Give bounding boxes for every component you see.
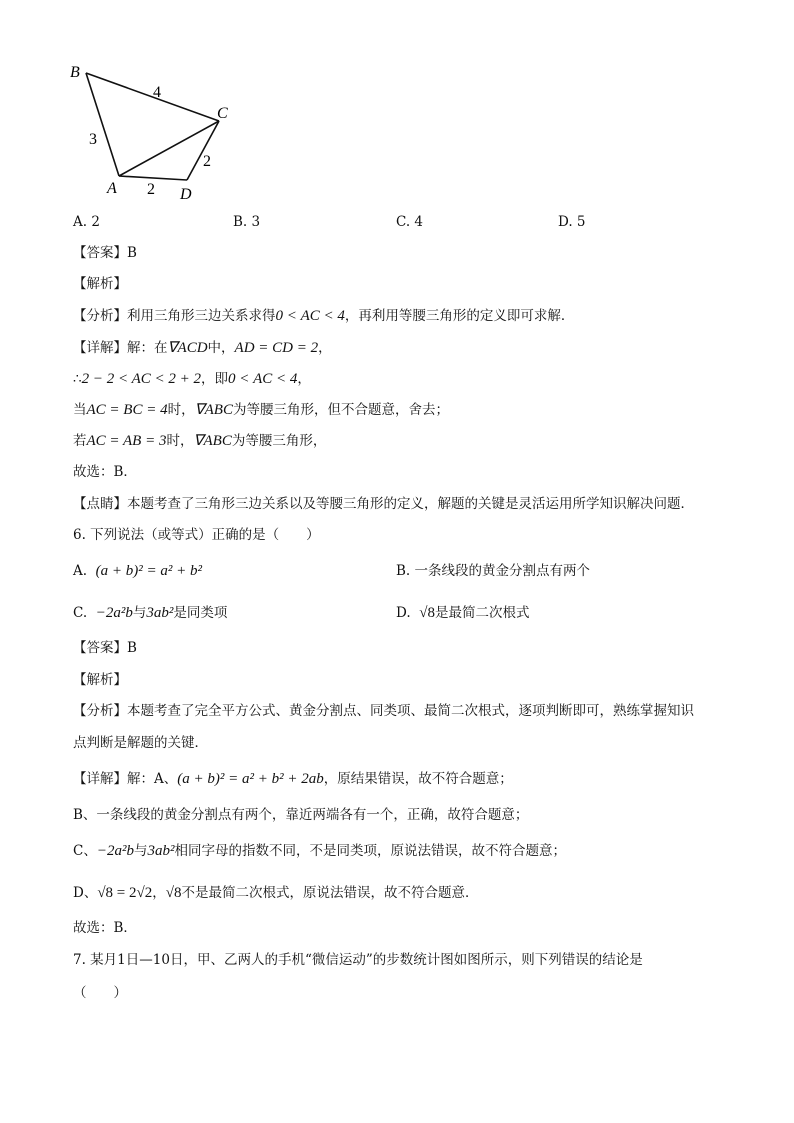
edge-ab-length: 3 — [89, 131, 97, 148]
option-label: C. — [73, 605, 88, 621]
q6-answer — [73, 638, 137, 658]
q6-option-b: B. 一条线段的黄金分割点有两个 — [396, 563, 591, 579]
text: ， — [318, 340, 332, 356]
vertex-b-label: B — [70, 64, 80, 81]
text: 相同字母的指数不同，不是同类项，原说法错误，故不符合题意； — [174, 843, 566, 859]
math: 0 < AC < 4 — [227, 371, 298, 387]
text: 中， — [207, 340, 235, 356]
q5-conclusion: 故选：B． — [73, 464, 137, 480]
math: AC = BC = 4 — [86, 402, 168, 418]
edge-bc-length: 4 — [153, 84, 161, 101]
math: (a + b)² = a² + b² — [95, 563, 202, 579]
q5-option-c: C. 4 — [396, 214, 424, 230]
vertex-c-label: C — [217, 105, 228, 122]
q5-detail-line-1 — [73, 338, 332, 358]
answer-value: B — [127, 245, 137, 261]
q5-option-a: A. 2 — [73, 214, 100, 230]
dianjing-tag: 【点睛】 — [73, 496, 127, 512]
therefore-symbol: ∴ — [73, 371, 82, 387]
text: 解：A、 — [127, 771, 178, 787]
text: 与 — [133, 843, 148, 859]
text: 当 — [73, 402, 87, 418]
xiangjie-tag: 【详解】 — [73, 771, 127, 787]
q7-stem-line-2: （ ） — [73, 985, 127, 1001]
q6-detail-d — [73, 883, 479, 903]
q5-detail-line-2 — [73, 369, 311, 389]
text: 时， — [167, 402, 195, 418]
q5-option-d: D. 5 — [558, 214, 586, 230]
text: 与 — [132, 605, 147, 621]
q6-detail-b: B、一条线段的黄金分割点有两个，靠近两端各有一个，正确，故符合题意； — [73, 807, 529, 823]
text: 不是最简二次根式，原说法错误，故不符合题意． — [181, 885, 479, 901]
q7-stem-line-1: 7. 某月1日—10日，甲、乙两人的手机“微信运动”的步数统计图如图所示，则下列错误的结论是 — [73, 952, 643, 968]
q5-detail-line-3 — [73, 400, 449, 420]
xiangjie-tag: 【详解】 — [73, 340, 127, 356]
vertex-a-label: A — [107, 180, 117, 197]
math: −2a²b — [95, 605, 133, 621]
text: ， — [152, 885, 166, 901]
math: √8 — [165, 885, 182, 901]
q5-answer — [73, 243, 137, 263]
math: 3ab² — [147, 843, 175, 859]
q5-detail-line-4 — [73, 431, 326, 451]
q6-conclusion: 故选：B． — [73, 920, 137, 936]
q5-analysis-tag: 【解析】 — [73, 276, 127, 292]
answer-tag: 【答案】 — [73, 640, 127, 656]
text: 若 — [73, 433, 87, 449]
option-label: A. — [73, 563, 88, 579]
q6-option-d — [396, 603, 529, 623]
text: 是最简二次根式 — [434, 605, 530, 621]
edge-cd-length: 2 — [203, 153, 211, 170]
text: ，即 — [200, 371, 228, 387]
fenxi-math: 0 < AC < 4 — [275, 308, 345, 324]
quadrilateral-figure — [0, 0, 794, 210]
fenxi-tag: 【分析】 — [73, 703, 127, 719]
text: C、 — [73, 843, 97, 859]
math: 2 − 2 < AC < 2 + 2 — [81, 371, 201, 387]
q6-analysis-tag: 【解析】 — [73, 672, 127, 688]
fenxi-text: 本题考查了完全平方公式、黄金分割点、同类项、最简二次根式，逐项判断即可，熟练掌握知识 — [127, 703, 694, 719]
math: √8 = 2√2 — [97, 885, 153, 901]
math: AC = AB = 3 — [86, 433, 167, 449]
edge-ad-length: 2 — [147, 181, 155, 198]
text: ，原结果错误，故不符合题意； — [323, 771, 513, 787]
text: 为等腰三角形，但不合题意，舍去； — [232, 402, 449, 418]
q6-fenxi-line-2: 点判断是解题的关键． — [73, 735, 208, 751]
text: 时， — [166, 433, 194, 449]
math: ∇ABC — [194, 402, 233, 418]
fenxi-text-2: ，再利用等腰三角形的定义即可求解． — [344, 308, 575, 324]
q6-option-c — [73, 603, 227, 623]
math: AD = CD = 2 — [234, 340, 319, 356]
answer-value: B — [127, 640, 137, 656]
q6-stem: 6. 下列说法（或等式）正确的是（ ） — [73, 527, 320, 543]
q6-option-a — [73, 561, 202, 581]
math: ∇ABC — [193, 433, 232, 449]
edge-ba — [86, 73, 119, 176]
edge-ad — [119, 176, 187, 180]
dianjing-text: 本题考查了三角形三边关系以及等腰三角形的定义，解题的关键是灵活运用所学知识解决问题． — [127, 496, 694, 512]
math: 3ab² — [146, 605, 174, 621]
text: 解：在 — [127, 340, 168, 356]
text: D、 — [73, 885, 98, 901]
math: −2a²b — [96, 843, 134, 859]
text: 为等腰三角形， — [231, 433, 327, 449]
math: √8 — [419, 605, 435, 621]
math: ∇ACD — [167, 340, 208, 356]
option-label: D. — [396, 605, 411, 621]
q6-detail-a — [73, 769, 513, 789]
answer-tag: 【答案】 — [73, 245, 127, 261]
text: 是同类项 — [173, 605, 228, 621]
q5-fenxi — [73, 306, 574, 326]
q5-dianjing — [73, 494, 694, 514]
q5-option-b: B. 3 — [233, 214, 261, 230]
text: ， — [297, 371, 311, 387]
q6-detail-c — [73, 841, 566, 861]
fenxi-text: 利用三角形三边关系求得 — [127, 308, 276, 324]
vertex-d-label: D — [180, 186, 192, 203]
fenxi-tag: 【分析】 — [73, 308, 127, 324]
math: (a + b)² = a² + b² + 2ab — [177, 771, 324, 787]
q6-fenxi-line-1 — [73, 701, 694, 721]
